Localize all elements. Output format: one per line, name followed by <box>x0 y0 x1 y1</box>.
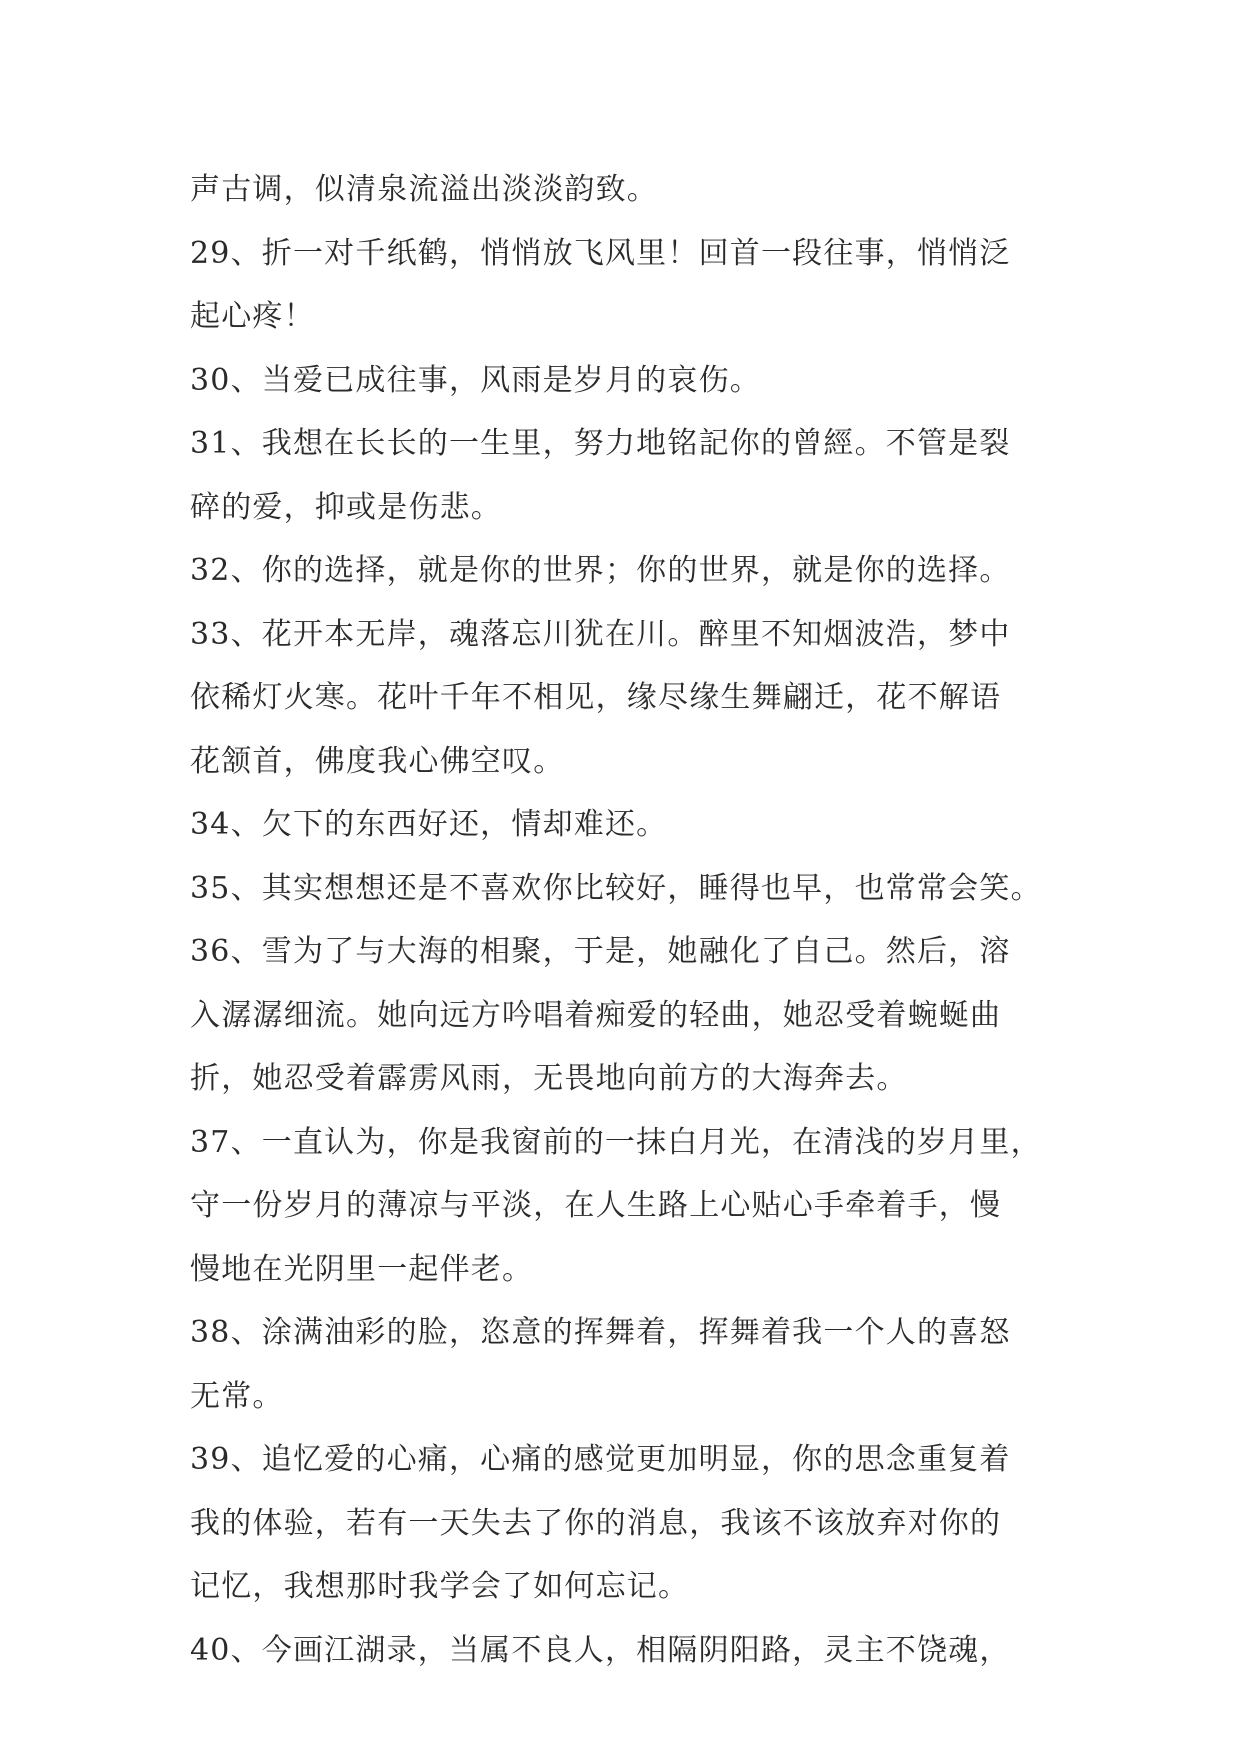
text-line: 入潺潺细流。她向远方吟唱着痴爱的轻曲，她忍受着蜿蜒曲 <box>190 997 1002 1033</box>
text-line: 31、我想在长长的一生里，努力地铭記你的曾經。不管是裂 <box>190 426 1011 461</box>
document-body <box>190 158 1070 1682</box>
text-line: 39、追忆爱的心痛，心痛的感觉更加明显，你的思念重复着 <box>190 1442 1011 1477</box>
text-line: 34、欠下的东西好还，情却难还。 <box>190 807 668 842</box>
text-line: 30、当爱已成往事，风雨是岁月的哀伤。 <box>190 362 761 398</box>
text-line: 折，她忍受着霹雳风雨，无畏地向前方的大海奔去。 <box>190 1061 908 1096</box>
text-line: 36、雪为了与大海的相聚，于是，她融化了自己。然后，溶 <box>190 934 1011 969</box>
text-line: 37、一直认为，你是我窗前的一抹白月光，在清浅的岁月里， <box>190 1124 1042 1160</box>
text-line: 守一份岁月的薄凉与平淡，在人生路上心贴心手牵着手，慢 <box>190 1188 1002 1223</box>
text-line: 40、今画江湖录，当属不良人，相隔阴阳路，灵主不饶魂， <box>190 1632 1011 1668</box>
text-line: 29、折一对千纸鹤，悄悄放飞风里！回首一段往事，悄悄泛 <box>190 235 1011 271</box>
text-line: 花颔首，佛度我心佛空叹。 <box>190 743 565 779</box>
text-line: 起心疼！ <box>190 299 315 334</box>
text-line: 记忆，我想那时我学会了如何忘记。 <box>190 1569 690 1604</box>
text-line: 32、你的选择，就是你的世界；你的世界，就是你的选择。 <box>190 553 1011 588</box>
text-line: 无常。 <box>190 1378 284 1414</box>
text-line: 38、涂满油彩的脸，恣意的挥舞着，挥舞着我一个人的喜怒 <box>190 1315 1011 1350</box>
text-line: 碎的爱，抑或是伤悲。 <box>190 489 502 525</box>
text-line: 慢地在光阴里一起伴老。 <box>190 1251 534 1287</box>
text-line: 我的体验，若有一天失去了你的消息，我该不该放弃对你的 <box>190 1505 1002 1541</box>
text-line: 依稀灯火寒。花叶千年不相见，缘尽缘生舞翩迁，花不解语 <box>190 680 1002 715</box>
text-line: 声古调，似清泉流溢出淡淡韵致。 <box>190 172 658 207</box>
text-line: 35、其实想想还是不喜欢你比较好，睡得也早，也常常会笑。 <box>190 870 1042 906</box>
text-line: 33、花开本无岸，魂落忘川犹在川。醉里不知烟波浩，梦中 <box>190 616 1011 652</box>
